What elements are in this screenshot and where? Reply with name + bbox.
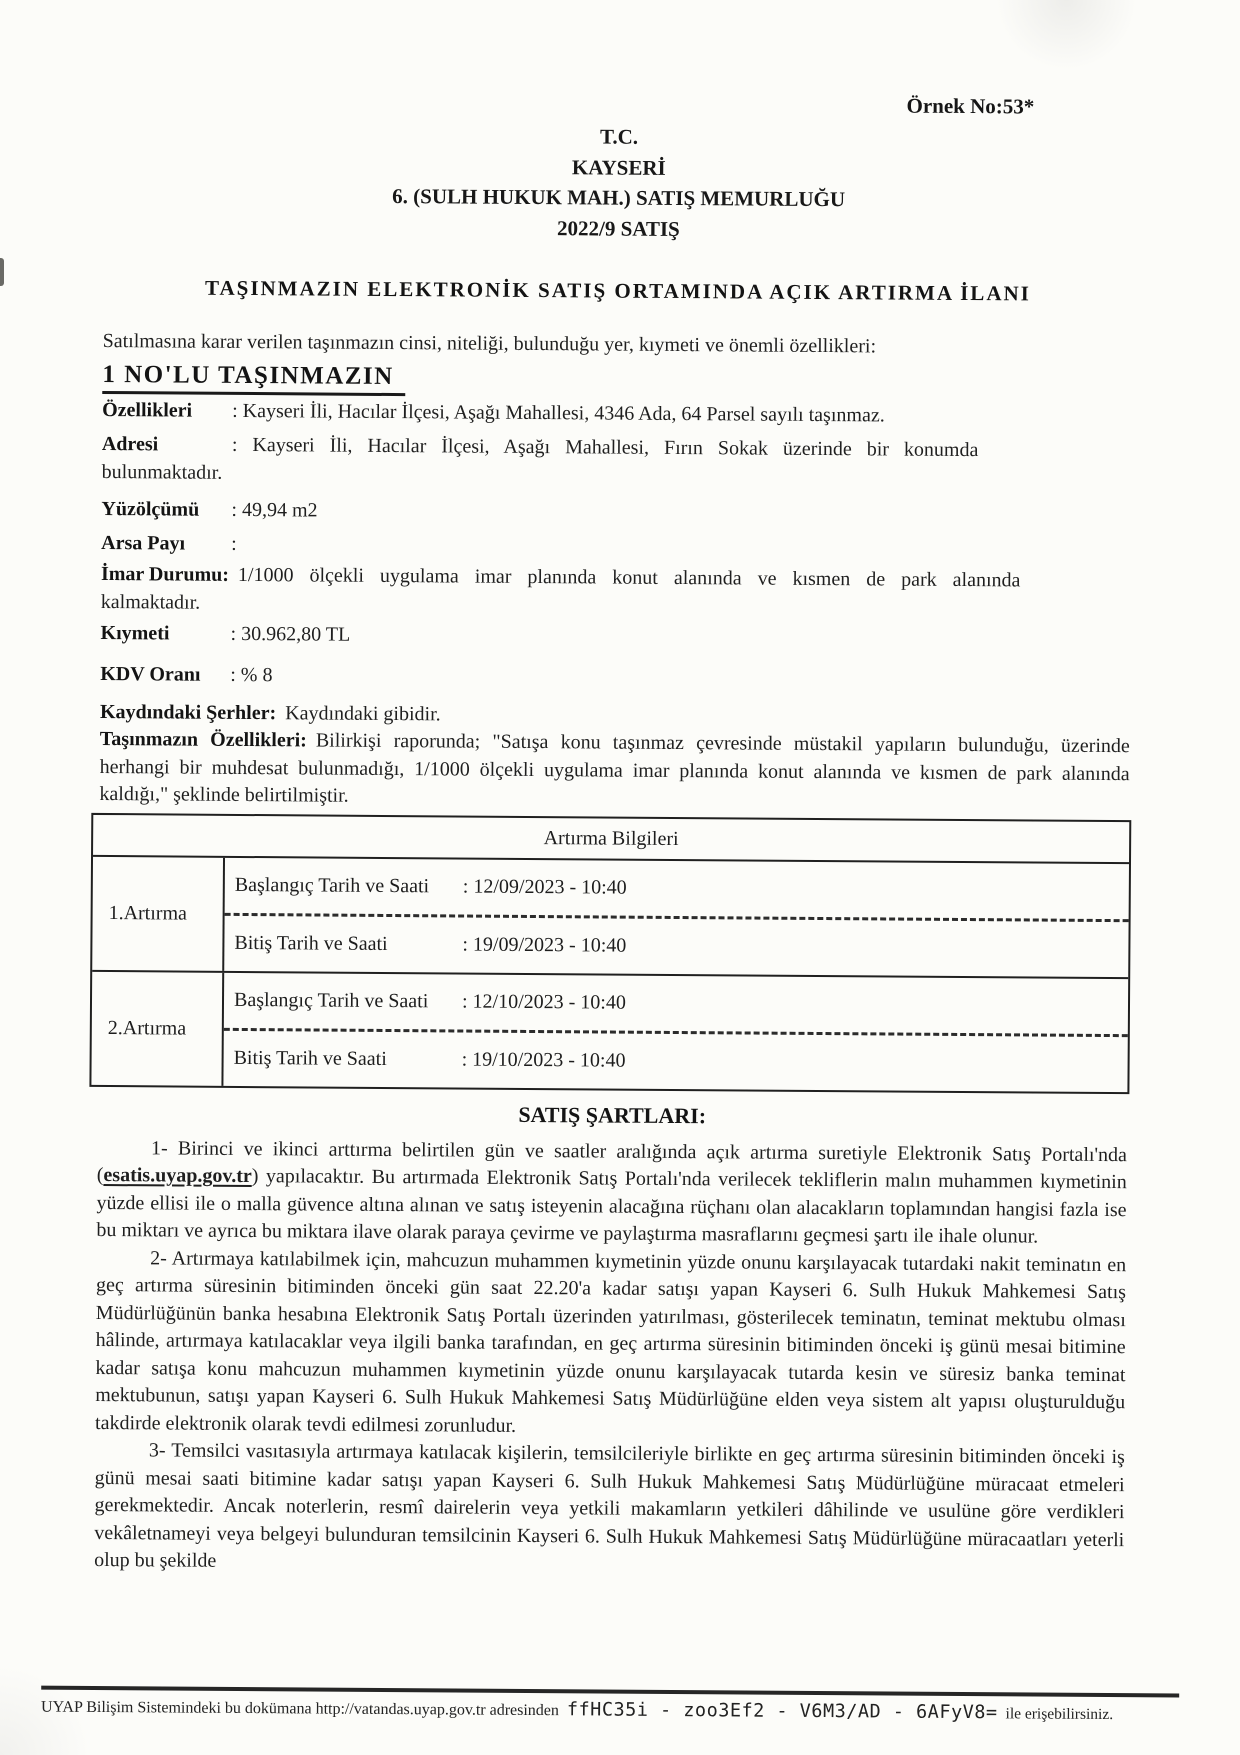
terms-paragraph-1-post: ) yapılacaktır. Bu artırmada Elektronik Satış Portalı'nda verilecek tekliflerin malın muhammen kıymetinin yüzde ellisi ile o malla güvence altına alınan ve satış isteyenin alacağına rüçhanı olan alacakların toplamından hangisi fazla ise bu miktarı ve ayrıca bu miktara ilave olarak paraya çevirme ve paylaştırma masraflarını geçmesi şartı ile ihale olunur. — [96, 1165, 1127, 1248]
auction-row-2 — [91, 969, 1128, 1091]
field-yuzolcumu-label: Yüzölçümü — [101, 497, 200, 521]
field-ozellikleri-label: Özellikleri — [102, 398, 193, 422]
terms-paragraph-3: 3- Temsilci vasıtasıyla artırmaya katılacak kişilerin, temsilcileriyle birlikte en geç artırma süresinin bitiminden önceki iş günü mesai saati bitimine kadar satışı yapan Kayseri 6. Sulh Hukuk Mahkemesi Satış Müdürlüğüne müracaat etmeleri gerekmektedir. Ancak noterlerin, resmî dairelerin veya yetkili makamların yetkileri dâhilinde ve usulüne göre verdikleri vekâletnameyi veya belgeyi bulunduran temsilcinin Kayseri 6. Sulh Hukuk Mahkemesi Satış Müdürlüğüne müracaatları yeterli olup bu şekilde — [94, 1439, 1125, 1572]
terms-paragraph-1 — [96, 1134, 1127, 1251]
ornek-no-label: Örnek No:53* — [906, 93, 1035, 119]
auction-row-2-end-value: : 19/10/2023 - 10:40 — [461, 1048, 626, 1072]
field-imar-durumu-label: İmar Durumu: — [100, 562, 230, 586]
field-adresi-value-line1: : Kayseri İli, Hacılar İlçesi, Aşağı Mahallesi, Fırın Sokak üzerinde bir konumda — [231, 433, 979, 462]
field-yuzolcumu — [101, 495, 1131, 530]
auction-row-1-end-value: : 19/09/2023 - 10:40 — [462, 933, 627, 957]
field-ozellikleri-value: : Kayseri İli, Hacılar İlçesi, Aşağı Mahallesi, 4346 Ada, 64 Parsel sayılı taşınmaz. — [232, 399, 885, 427]
letterhead-line-case-number: 2022/9 SATIŞ — [556, 215, 680, 241]
scan-edge-artifact — [0, 258, 4, 286]
auction-row-2-start-label: Başlangıç Tarih ve Saati — [233, 988, 429, 1012]
auction-row-1-start-value: : 12/09/2023 - 10:40 — [462, 875, 627, 899]
letterhead-line-tc: T.C. — [599, 124, 639, 149]
auction-row-2-start — [224, 972, 1128, 1033]
letterhead — [103, 118, 1134, 247]
field-ozellikleri — [102, 396, 1132, 431]
auction-row-1-name: 1.Artırma — [92, 856, 225, 970]
field-imar-durumu — [101, 560, 1131, 623]
field-arsa-payi-label: Arsa Payı — [101, 531, 186, 555]
property-heading: 1 NO'LU TAŞINMAZIN — [102, 360, 406, 396]
field-kdv-orani — [100, 660, 1130, 695]
auction-row-2-end-label: Bitiş Tarih ve Saati — [233, 1046, 387, 1070]
document-content — [41, 0, 1135, 1755]
field-kiymeti-label: Kıymeti — [100, 621, 170, 645]
field-imar-durumu-value-line2: kalmaktadır. — [100, 590, 201, 614]
field-kdv-orani-label: KDV Oranı — [100, 662, 201, 686]
footer-access-code: ffHC35i - zoo3Ef2 - V6M3/AD - 6AFyV8= — [566, 1699, 998, 1724]
letterhead-line-office: 6. (SULH HUKUK MAH.) SATIŞ MEMURLUĞU — [392, 184, 846, 212]
field-adresi-label: Adresi — [101, 432, 159, 456]
auction-row-2-body — [223, 972, 1128, 1091]
auction-table — [89, 812, 1131, 1093]
auction-row-2-name: 2.Artırma — [91, 971, 224, 1085]
field-yuzolcumu-value: : 49,94 m2 — [231, 498, 318, 522]
auction-row-1-start — [225, 857, 1129, 918]
field-imar-durumu-value-line1: 1/1000 ölçekli uygulama imar planında konut alanında ve kısmen de park alanında — [237, 563, 1021, 592]
intro-text: Satılmasına karar verilen taşınmazın cinsi, niteliği, bulunduğu yer, kıymeti ve önemli özellikleri: — [102, 329, 877, 358]
field-kaydindaki-serhler-label: Kaydındaki Şerhler: — [99, 700, 277, 725]
auction-row-2-end — [223, 1030, 1127, 1091]
auction-table-title: Artırma Bilgileri — [93, 814, 1129, 863]
field-kiymeti — [100, 619, 1130, 654]
field-arsa-payi — [101, 529, 1131, 564]
field-adresi — [102, 430, 1132, 493]
esatis-portal-link: esatis.uyap.gov.tr — [103, 1164, 252, 1188]
field-arsa-payi-value: : — [231, 532, 237, 555]
footer — [41, 1686, 1179, 1725]
terms-heading: SATIŞ ŞARTLARI: — [518, 1101, 707, 1128]
auction-row-1 — [92, 856, 1129, 976]
auction-row-1-body — [224, 857, 1129, 976]
field-kaydindaki-serhler-value: Kaydındaki gibidir. — [285, 702, 441, 726]
field-kdv-orani-value: : % 8 — [230, 663, 273, 687]
footer-access-suffix: ile erişebilirsiniz. — [1005, 1705, 1114, 1724]
auction-row-1-end — [224, 915, 1128, 976]
field-tasinmazin-ozellikleri-value: Bilirkişi raporunda; "Satışa konu taşınmaz çevresinde müstakil yapıların bulunduğu, üzerinde herhangi bir muhdesat bulunmadığı, 1/1000 ölçekli uygulama imar planında konut alanında ve kısmen de park alanında kaldığı," şeklinde belirtilmiştir. — [99, 729, 1130, 807]
letterhead-line-city: KAYSERİ — [571, 154, 666, 180]
property-heading-wrap — [102, 360, 1132, 401]
document-title: TAŞINMAZIN ELEKTRONİK SATIŞ ORTAMINDA AÇIK ARTIRMA İLANI — [204, 275, 1031, 306]
auction-row-2-start-value: : 12/10/2023 - 10:40 — [461, 990, 626, 1014]
terms-paragraph-2: 2- Artırmaya katılabilmek için, mahcuzun muhammen kıymetinin yüzde onunu karşılayacak tutardaki nakit teminatın en geç artırma süresinin bitiminden önceki gün saat 22.20'a kadar satışı yapan Kayseri 6. Sulh Hukuk Mahkemesi Satış Müdürlüğünün banka hesabına Elektronik Satış Portalı üzerinden yatırılması, gösterilecek teminatın, teminat mektubu olması hâlinde, artırmaya katılacaklar veya ilgili banka tarafından, en geç artırma süresinin bitiminden önceki iş günü mesai bitimine kadar satışa konu mahcuzun muhammen kıymetinin yüzde onunu karşılayacak tutarda kesin ve süresiz banka teminat mektubunun, satışı yapan Kayseri 6. Sulh Hukuk Mahkemesi Satış Müdürlüğüne elden veya sistem alt yapısı oluşturulduğu takdirde elektronik olarak tevdi edilmesi zorunludur. — [94, 1246, 1127, 1437]
field-tasinmazin-ozellikleri — [99, 726, 1130, 816]
field-kiymeti-value: : 30.962,80 TL — [230, 622, 351, 646]
auction-row-1-end-label: Bitiş Tarih ve Saati — [234, 931, 388, 955]
terms-paragraph-1-pre: 1- Birinci ve ikinci arttırma belirtilen gün ve saatler aralığında açık artırma suretiyle Elektronik Satış Portalı'nda ( — [96, 1136, 1128, 1187]
field-tasinmazin-ozellikleri-label: Taşınmazın Özellikleri: — [99, 727, 307, 752]
field-adresi-value-line2: bulunmaktadır. — [101, 460, 223, 484]
auction-row-1-start-label: Başlangıç Tarih ve Saati — [234, 873, 430, 897]
footer-access-text: UYAP Bilişim Sistemindeki bu dokümana http://vatandas.uyap.gov.tr adresinden — [41, 1698, 560, 1720]
